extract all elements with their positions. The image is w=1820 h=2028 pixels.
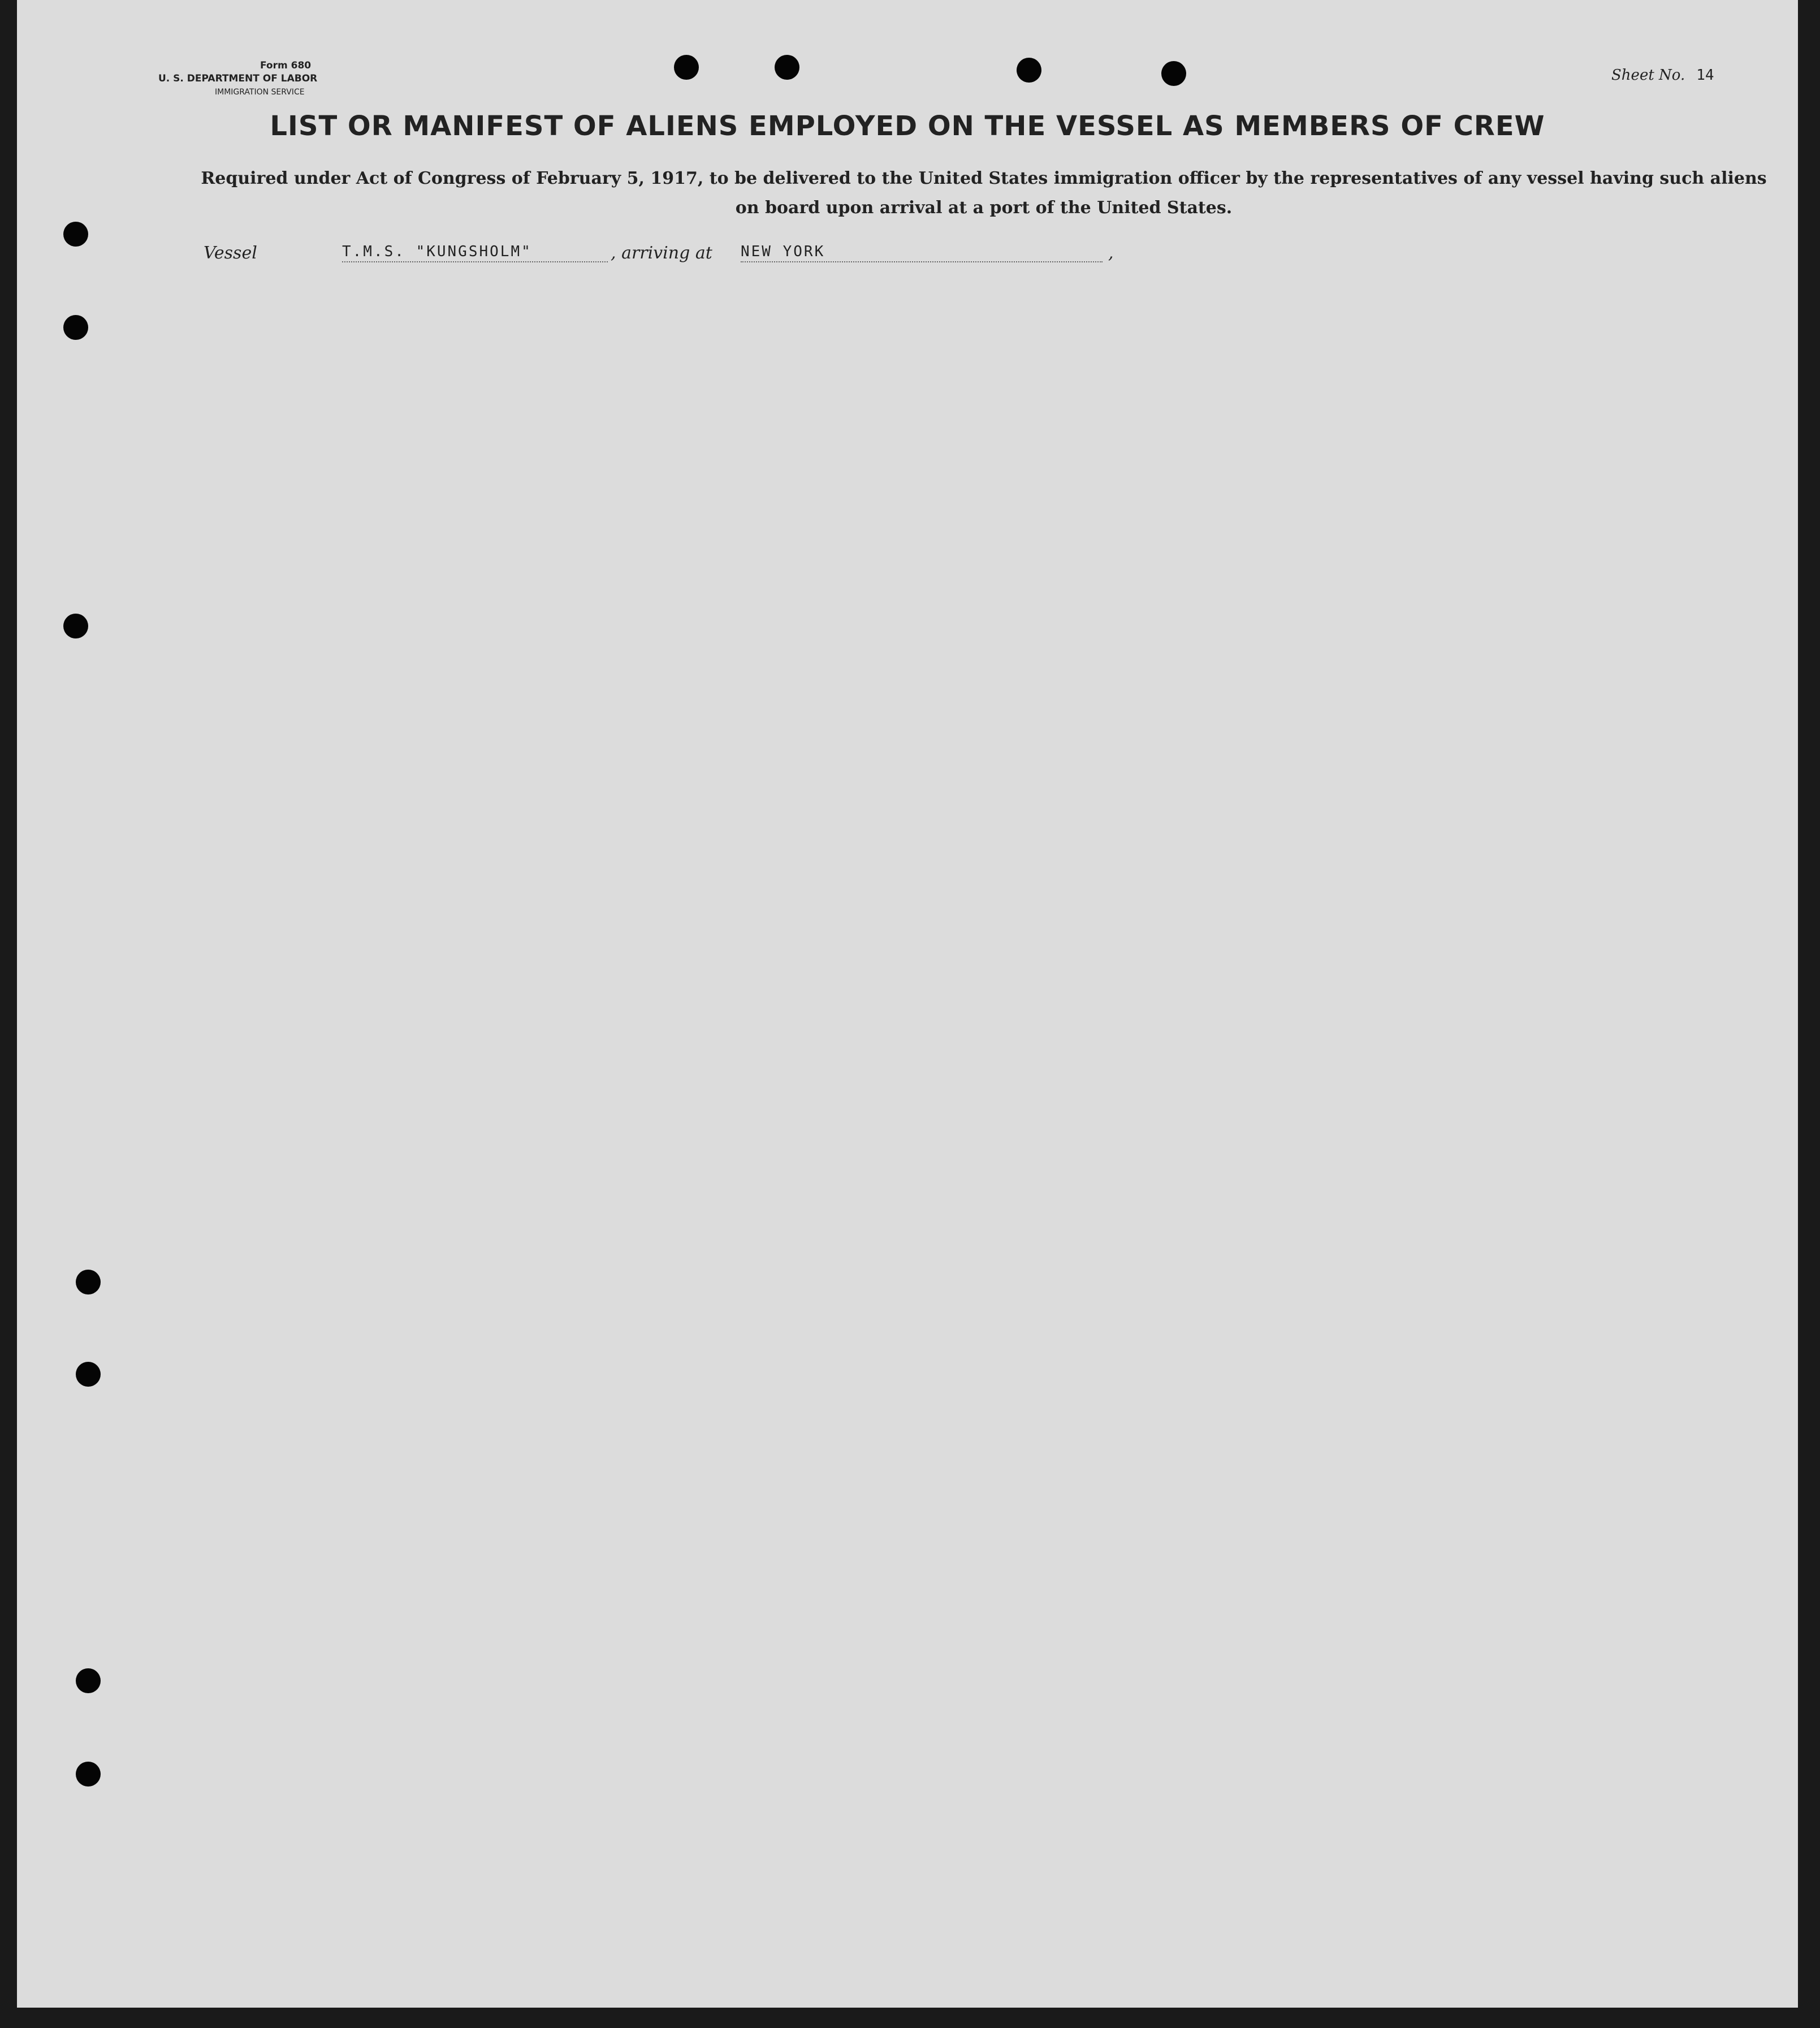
punch-hole (1017, 58, 1041, 83)
vessel-line: Vessel T.M.S. "KUNGSHOLM" , arriving at NEW YORK , (204, 243, 1114, 263)
punch-hole (674, 55, 699, 80)
subtitle: Required under Act of Congress of February 5, 1917, to be delivered to the United States immigration officer by the representatives of any vessel having such aliens on board upon arrival at a port of the United States. (201, 169, 1767, 218)
punch-hole (63, 222, 88, 247)
punch-hole (76, 1668, 101, 1693)
punch-hole (63, 614, 88, 638)
sheet-number: Sheet No. 14 (1611, 67, 1714, 84)
arrival-port: NEW YORK (741, 243, 1103, 262)
punch-hole (63, 315, 88, 340)
punch-hole (775, 55, 799, 80)
punch-hole (76, 1270, 101, 1295)
page-title: LIST OR MANIFEST OF ALIENS EMPLOYED ON THE VESSEL AS MEMBERS OF CREW (270, 110, 1545, 142)
manifest-sheet (17, 0, 1798, 2008)
punch-hole (76, 1762, 101, 1787)
form-number: Form 680 (260, 60, 312, 71)
vessel-name: T.M.S. "KUNGSHOLM" (342, 243, 608, 262)
punch-hole (76, 1362, 101, 1387)
department: U. S. DEPARTMENT OF LABOR (158, 73, 318, 84)
service: IMMIGRATION SERVICE (215, 88, 305, 97)
punch-hole (1161, 61, 1186, 86)
